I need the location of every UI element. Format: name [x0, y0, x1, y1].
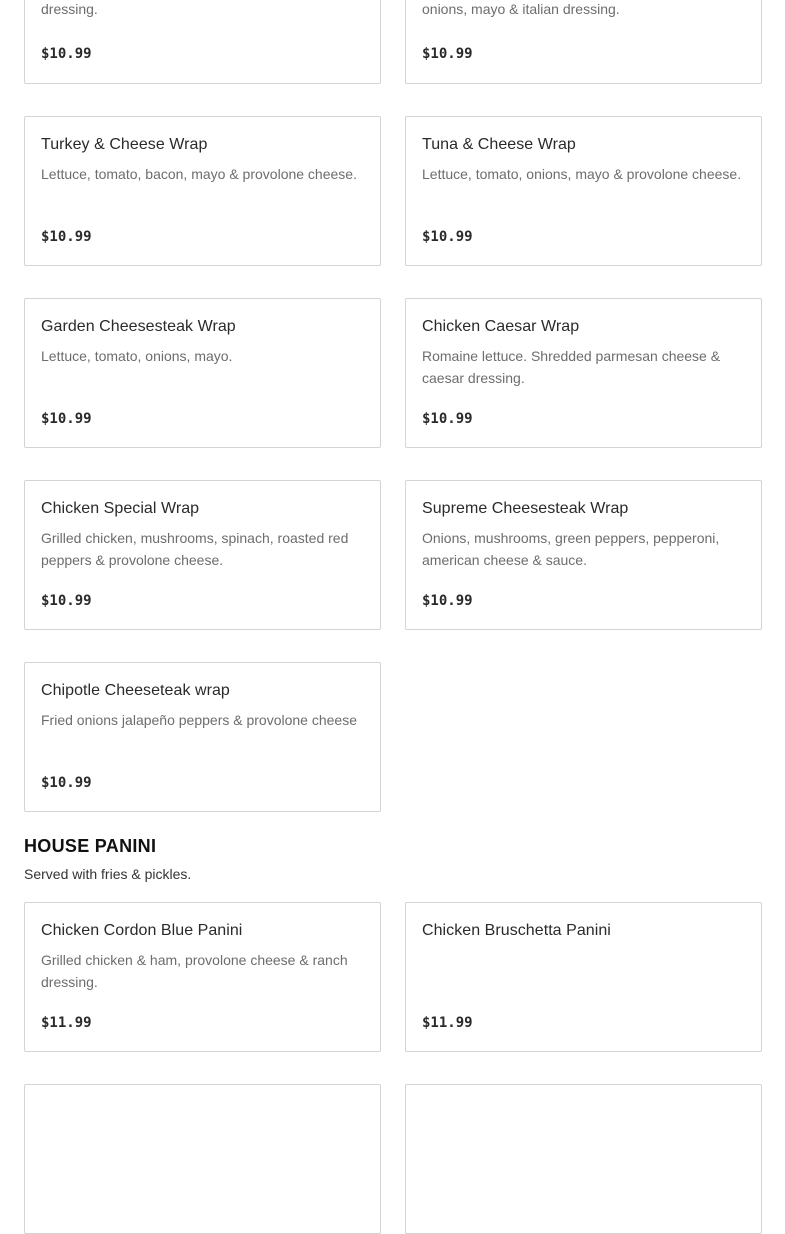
menu-item-card[interactable]	[405, 0, 762, 84]
menu-item-card[interactable]	[24, 0, 381, 84]
menu-item-card-chicken-special-wrap[interactable]	[24, 480, 381, 630]
menu-item-description: Romaine lettuce. Shredded parmesan cheese & caesar dressing.	[422, 348, 721, 386]
menu-item-name: Chicken Special Wrap	[41, 500, 200, 517]
menu-item-name: Chicken Cordon Blue Panini	[41, 922, 243, 939]
menu-item-description: onions, mayo & italian dressing.	[422, 1, 620, 17]
menu-item-price: $10.99	[41, 411, 92, 427]
menu-item-card-chicken-bruschetta-panini[interactable]	[405, 902, 762, 1052]
menu-item-description: dressing.	[41, 1, 98, 17]
menu-item-card-turkey-cheese-wrap[interactable]	[24, 116, 381, 266]
menu-item-name: Chicken Bruschetta Panini	[422, 922, 611, 939]
menu-item-description: Grilled chicken, mushrooms, spinach, roasted red peppers & provolone cheese.	[41, 530, 349, 568]
menu-item-price: $10.99	[41, 593, 92, 609]
menu-item-name: Chipotle Cheeseteak wrap	[41, 682, 230, 699]
menu-item-card-tuna-cheese-wrap[interactable]	[405, 116, 762, 266]
menu-item-price: $10.99	[41, 229, 92, 245]
menu-item-name: Turkey & Cheese Wrap	[41, 136, 208, 153]
menu-item-description: Lettuce, tomato, onions, mayo.	[41, 348, 233, 364]
menu-item-price: $10.99	[41, 46, 92, 62]
menu-item-card-chicken-cordon-blue-panini[interactable]	[24, 902, 381, 1052]
menu-item-name: Chicken Caesar Wrap	[422, 318, 580, 335]
menu-item-price: $11.99	[41, 1015, 92, 1031]
menu-item-card-supreme-cheesesteak-wrap[interactable]	[405, 480, 762, 630]
menu-item-card[interactable]	[405, 1084, 762, 1234]
menu-item-card-chipotle-cheeseteak-wrap[interactable]	[24, 662, 381, 812]
menu-item-price: $11.99	[422, 1015, 473, 1031]
menu-item-price: $10.99	[422, 593, 473, 609]
menu-item-description: Lettuce, tomato, bacon, mayo & provolone cheese.	[41, 166, 357, 182]
menu-item-card[interactable]	[24, 1084, 381, 1234]
menu-item-description: Lettuce, tomato, onions, mayo & provolone cheese.	[422, 166, 742, 182]
menu-item-description: Onions, mushrooms, green peppers, pepperoni, american cheese & sauce.	[422, 530, 720, 568]
menu-item-name: Garden Cheesesteak Wrap	[41, 318, 236, 335]
menu-item-price: $10.99	[422, 46, 473, 62]
menu-item-price: $10.99	[422, 411, 473, 427]
section-subtitle: Served with fries & pickles.	[24, 866, 192, 882]
menu-item-card-chicken-caesar-wrap[interactable]	[405, 298, 762, 448]
menu-item-description: Grilled chicken & ham, provolone cheese & ranch dressing.	[41, 952, 348, 990]
menu-item-price: $10.99	[41, 775, 92, 791]
menu-item-description: Fried onions jalapeño peppers & provolone cheese	[41, 712, 357, 728]
menu-item-price: $10.99	[422, 229, 473, 245]
menu-item-card-garden-cheesesteak-wrap[interactable]	[24, 298, 381, 448]
menu-item-name: Tuna & Cheese Wrap	[422, 136, 576, 153]
menu-item-name: Supreme Cheesesteak Wrap	[422, 500, 629, 517]
section-title: HOUSE PANINI	[24, 836, 157, 856]
